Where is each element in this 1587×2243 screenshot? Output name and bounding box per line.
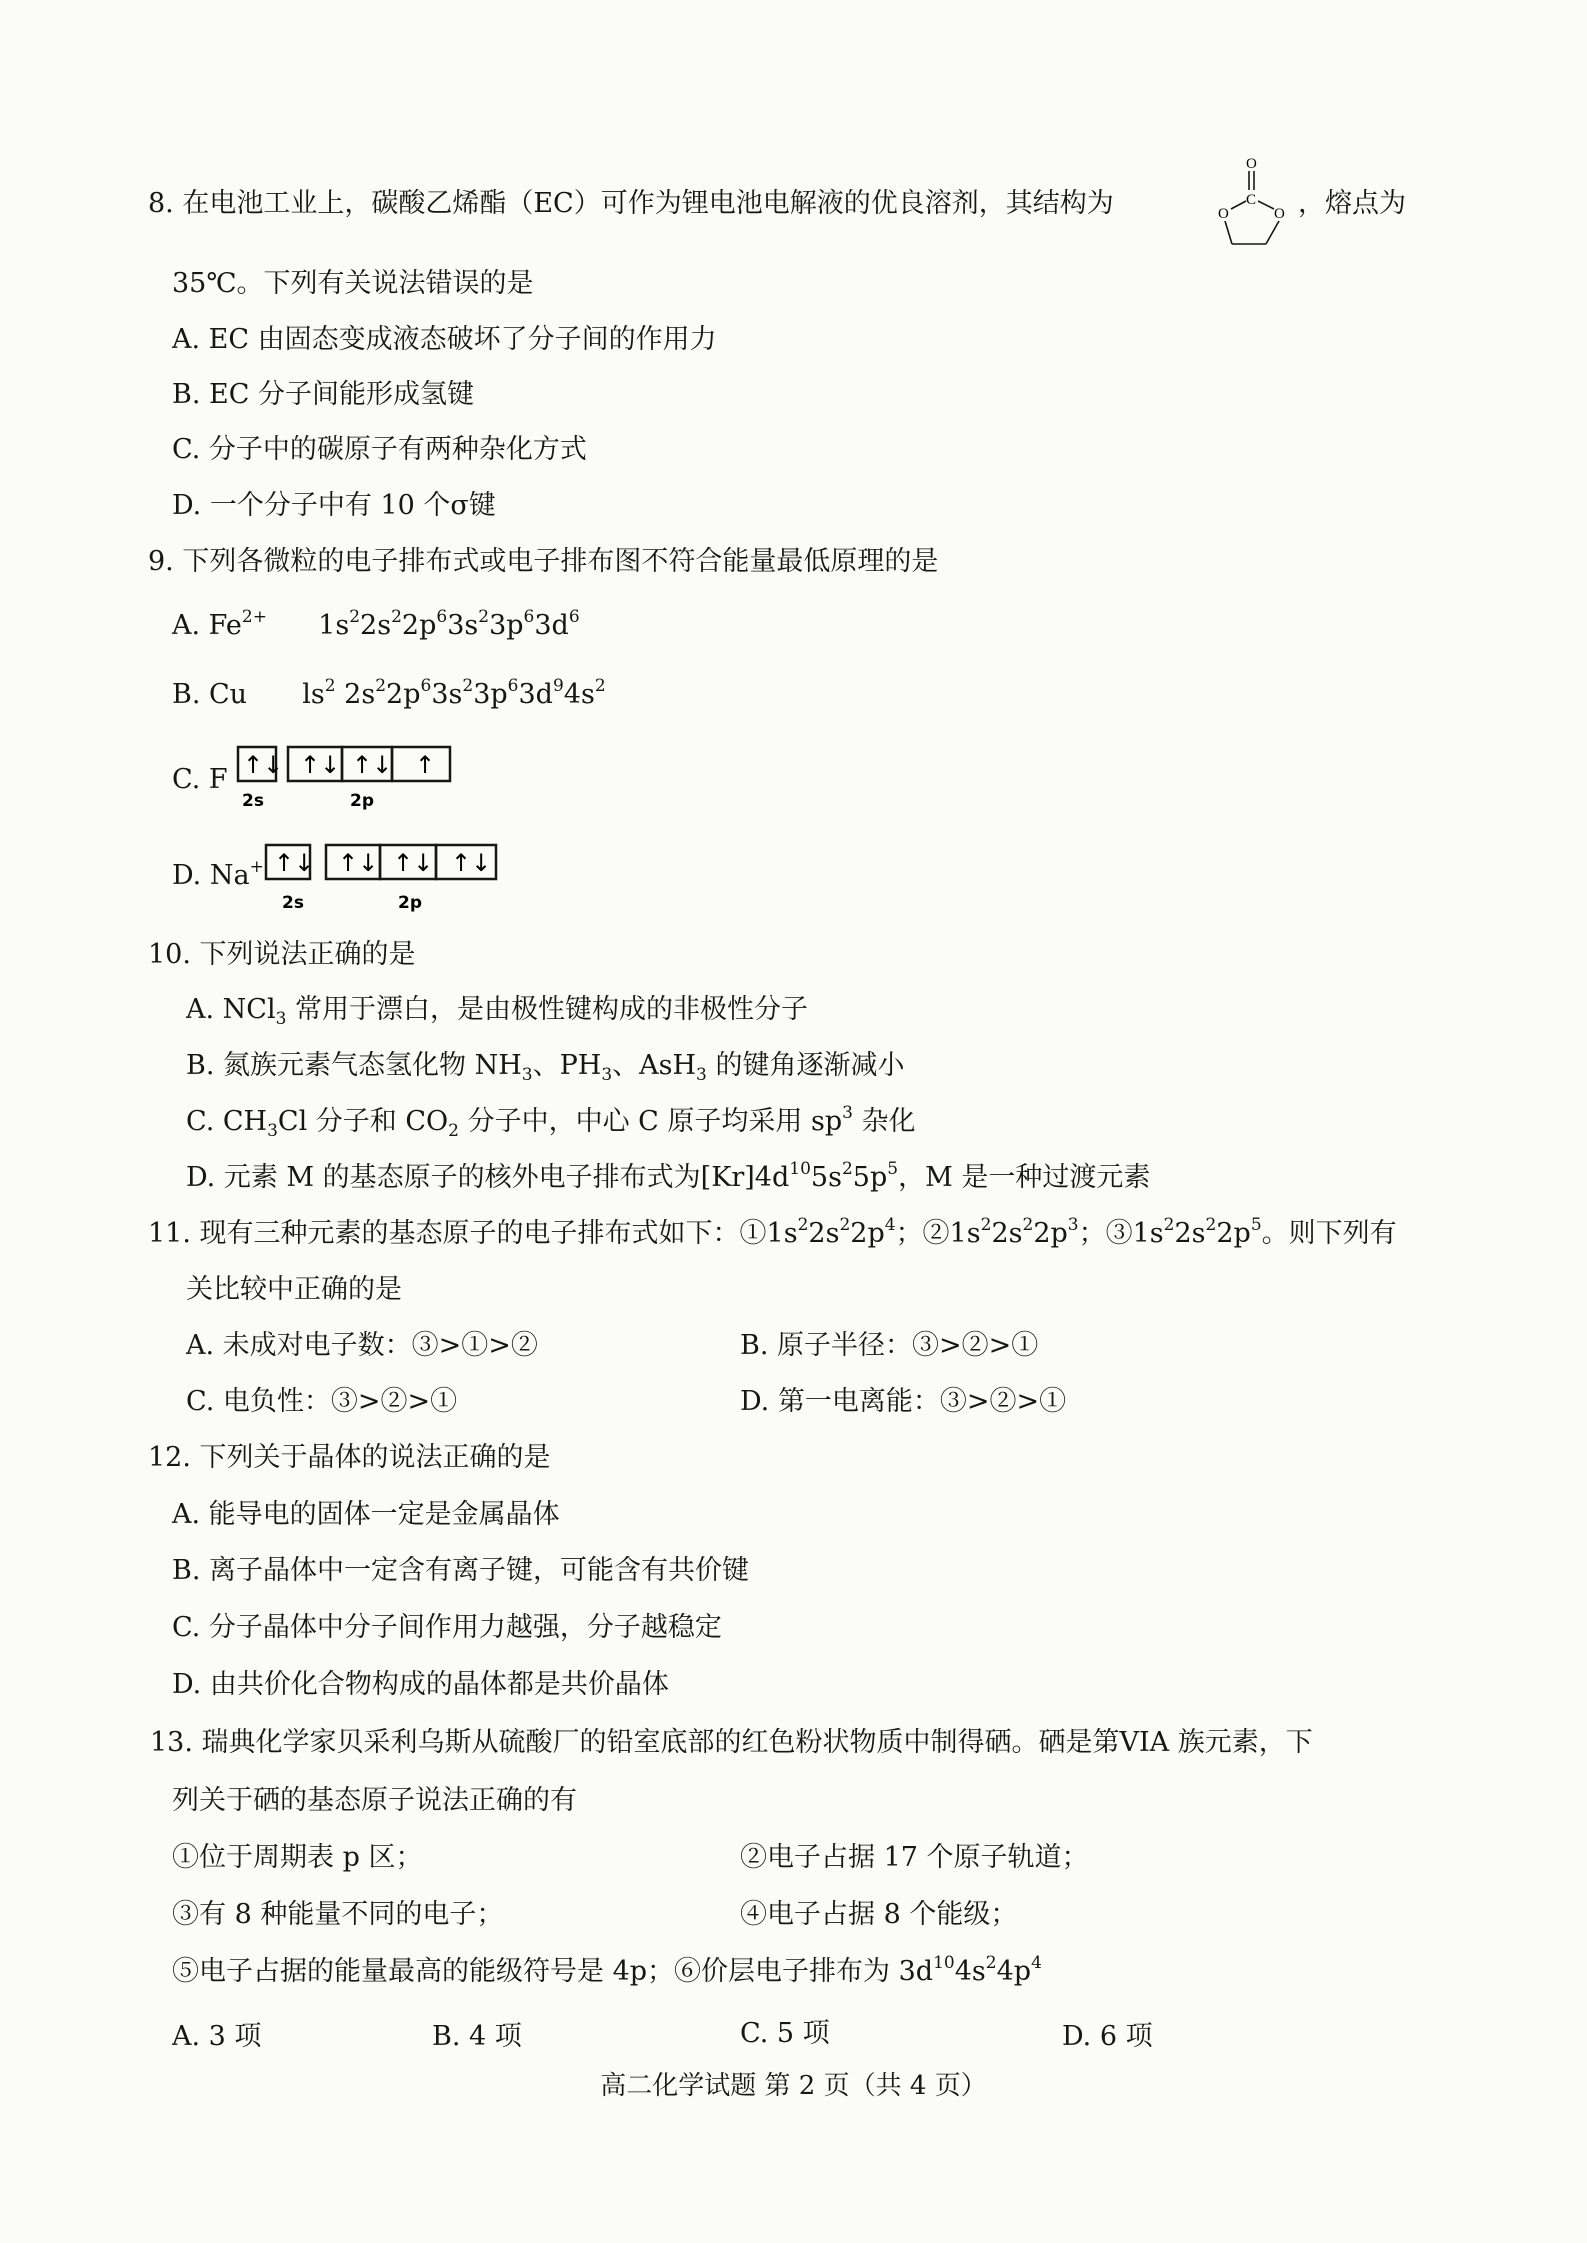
q10-a-text-2: 常用于漂白，是由极性键构成的非极性分子 [286, 994, 809, 1025]
q9-stem: 9. 下列各微粒的电子排布式或电子排布图不符合能量最低原理的是 [148, 546, 939, 577]
q13-statement-3: ③有 8 种能量不同的电子； [172, 1899, 504, 1930]
q13-s6-sup-3: 4 [1031, 1953, 1042, 1973]
ec-structure-diagram [1212, 146, 1292, 258]
q11-stem-line2: 关比较中正确的是 [186, 1274, 402, 1305]
q10-c-text-3: 分子中，中心 C 原子均采用 sp [459, 1106, 843, 1137]
q8-option-d: D. 一个分子中有 10 个σ键 [172, 490, 496, 521]
q13-option-d: D. 6 项 [1062, 2021, 1153, 2052]
q10-c-sub-1: 3 [267, 1121, 278, 1141]
q10-c-text-4: 杂化 [852, 1106, 916, 1137]
q12-stem: 12. 下列关于晶体的说法正确的是 [148, 1442, 551, 1473]
q10-b-text-3: 、AsH [612, 1050, 697, 1081]
q10-b-text: B. 氮族元素气态氢化物 NH [186, 1050, 522, 1081]
q10-option-c [186, 1102, 916, 1142]
q9-option-b [172, 675, 606, 715]
q8-stem-b: ，熔点为 [1298, 188, 1406, 219]
ec-c: C [1246, 192, 1257, 208]
q8-option-b: B. EC 分子间能形成氢键 [172, 379, 474, 410]
q11-stem-a: 11. 现有三种元素的基态原子的电子排布式如下：①1s [148, 1218, 798, 1249]
q9-c-2p-label: 2p [350, 791, 374, 811]
q13-s6-text-2: 4s [954, 1956, 986, 1987]
q9-b-config: $ls^2$ $2s^22p^63s^23p^63d^94s^2$ [302, 676, 606, 710]
q9-d-charge: + [249, 857, 264, 877]
q9-b-label: B. Cu [172, 679, 248, 710]
q13-statement-1: ①位于周期表 p 区； [172, 1842, 423, 1873]
q11-option-d: D. 第一电离能：③>②>① [740, 1386, 1067, 1417]
q10-option-d [186, 1158, 1150, 1198]
q9-c-orbital-diagram [236, 744, 456, 814]
q13-stem-line2: 列关于硒的基态原子说法正确的有 [172, 1785, 577, 1816]
q9-option-a [172, 606, 580, 646]
ec-o-right: O [1274, 206, 1285, 222]
q9-c-2p-box1-arrows: ↑↓ [300, 751, 341, 779]
q10-d-text-4: ，M 是一种过渡元素 [898, 1162, 1151, 1193]
q9-d-2p-box3-arrows: ↑↓ [451, 849, 492, 877]
q13-s6-sup-2: 2 [985, 1953, 997, 1973]
ec-o-top: O [1246, 156, 1257, 172]
q11-stem-d: 。则下列有 [1261, 1218, 1397, 1249]
q10-option-b [186, 1046, 904, 1086]
q10-b-text-2: 、PH [532, 1050, 602, 1081]
q13-option-c: C. 5 项 [740, 2018, 830, 2049]
q13-option-a: A. 3 项 [172, 2021, 262, 2052]
q9-d-2s-label: 2s [282, 893, 304, 913]
q13-statement-5: ⑤电子占据的能量最高的能级符号是 4p； [172, 1956, 675, 1987]
q9-d-2p-label: 2p [398, 893, 422, 913]
q10-c-sup: 3 [842, 1103, 853, 1123]
q9-a-label: A. Fe [172, 610, 242, 641]
q11-stem-line1: 11. 现有三种元素的基态原子的电子排布式如下：$①1s^22s^22p^4$；$②1s^22s^22p^3$；$③1s^22s^22p^5$。则下列有 [148, 1215, 1397, 1249]
q13-statement-4: ④电子占据 8 个能级； [740, 1899, 1018, 1930]
q9-c-2p-box3-arrow: ↑ [415, 751, 436, 779]
q8-stem-line1 [148, 184, 1114, 224]
q8-option-a: A. EC 由固态变成液态破坏了分子间的作用力 [172, 324, 717, 355]
q10-d-text: D. 元素 M 的基态原子的核外电子排布式为[Kr]4d [186, 1162, 790, 1193]
q9-a-charge: 2+ [241, 607, 267, 627]
q13-s6-sup-1: 10 [933, 1953, 955, 1973]
q10-b-sub-2: 3 [601, 1065, 613, 1085]
q11-option-a: A. 未成对电子数：③>①>② [186, 1330, 538, 1361]
q11-option-b: B. 原子半径：③>②>① [740, 1330, 1039, 1361]
q12-option-c: C. 分子晶体中分子间作用力越强，分子越稳定 [172, 1612, 722, 1643]
q9-d-2p-box1-arrows: ↑↓ [338, 849, 379, 877]
q11-option-c: C. 电负性：③>②>① [186, 1386, 458, 1417]
q10-b-text-4: 的键角逐渐减小 [706, 1050, 905, 1081]
q10-d-text-3: 5p [852, 1162, 888, 1193]
q13-stem-line1: 13. 瑞典化学家贝采利乌斯从硫酸厂的铅室底部的红色粉状物质中制得硒。硒是第VIA 族元素，下 [150, 1727, 1313, 1758]
q10-c-text: C. CH [186, 1106, 268, 1137]
q9-c-label: C. F [172, 764, 228, 795]
q10-d-sup-3: 5 [887, 1159, 899, 1179]
q9-c-2s-arrows: ↑↓ [243, 751, 284, 779]
q10-d-text-2: 5s [810, 1162, 842, 1193]
q10-b-sub-1: 3 [521, 1065, 533, 1085]
q11-stem-b: ；②1s [895, 1218, 981, 1249]
q10-option-a [186, 990, 808, 1030]
q13-option-b: B. 4 项 [432, 2021, 522, 2052]
q9-c-2p-box2-arrows: ↑↓ [352, 751, 393, 779]
q12-option-b: B. 离子晶体中一定含有离子键，可能含有共价键 [172, 1555, 750, 1586]
q8-stem-c: 35℃。下列有关说法错误的是 [172, 268, 534, 299]
q12-option-d: D. 由共价化合物构成的晶体都是共价晶体 [172, 1669, 669, 1700]
q13-statement-2: ②电子占据 17 个原子轨道； [740, 1842, 1089, 1873]
q10-d-sup-2: 2 [841, 1159, 853, 1179]
q12-option-a: A. 能导电的固体一定是金属晶体 [172, 1499, 560, 1530]
page-footer: 高二化学试题 第 2 页（共 4 页） [600, 2071, 987, 2101]
q9-d-2s-arrows: ↑↓ [274, 849, 315, 877]
q9-d-label: D. Na [172, 860, 250, 891]
q8-stem-a: 8. 在电池工业上，碳酸乙烯酯（EC）可作为锂电池电解液的优良溶剂，其结构为 [148, 188, 1114, 219]
q10-a-text: A. NCl [186, 994, 276, 1025]
q10-c-sub-2: 2 [448, 1121, 459, 1141]
q13-statement-6 [674, 1953, 1042, 1987]
q13-s6-text-3: 4p [996, 1956, 1032, 1987]
q9-d-2p-box2-arrows: ↑↓ [393, 849, 434, 877]
q9-c-2s-label: 2s [242, 791, 264, 811]
ec-o-left: O [1218, 206, 1229, 222]
q10-b-sub-3: 3 [696, 1065, 707, 1085]
q9-d-orbital-diagram [264, 842, 504, 916]
q10-d-sup-1: 10 [789, 1159, 811, 1179]
q13-s6-text: ⑥价层电子排布为 3d [674, 1956, 934, 1987]
q10-c-text-2: Cl 分子和 CO [277, 1106, 449, 1137]
q10-stem: 10. 下列说法正确的是 [148, 939, 416, 970]
q13-statements-5-6 [172, 1952, 1042, 1992]
q8-option-c: C. 分子中的碳原子有两种杂化方式 [172, 434, 587, 465]
q9-option-d [172, 856, 264, 896]
q9-a-config: $1s^22s^22p^63s^23p^63d^6$ [318, 607, 580, 641]
q11-stem-c: ；③1s [1078, 1218, 1164, 1249]
q10-a-sub: 3 [275, 1009, 287, 1029]
